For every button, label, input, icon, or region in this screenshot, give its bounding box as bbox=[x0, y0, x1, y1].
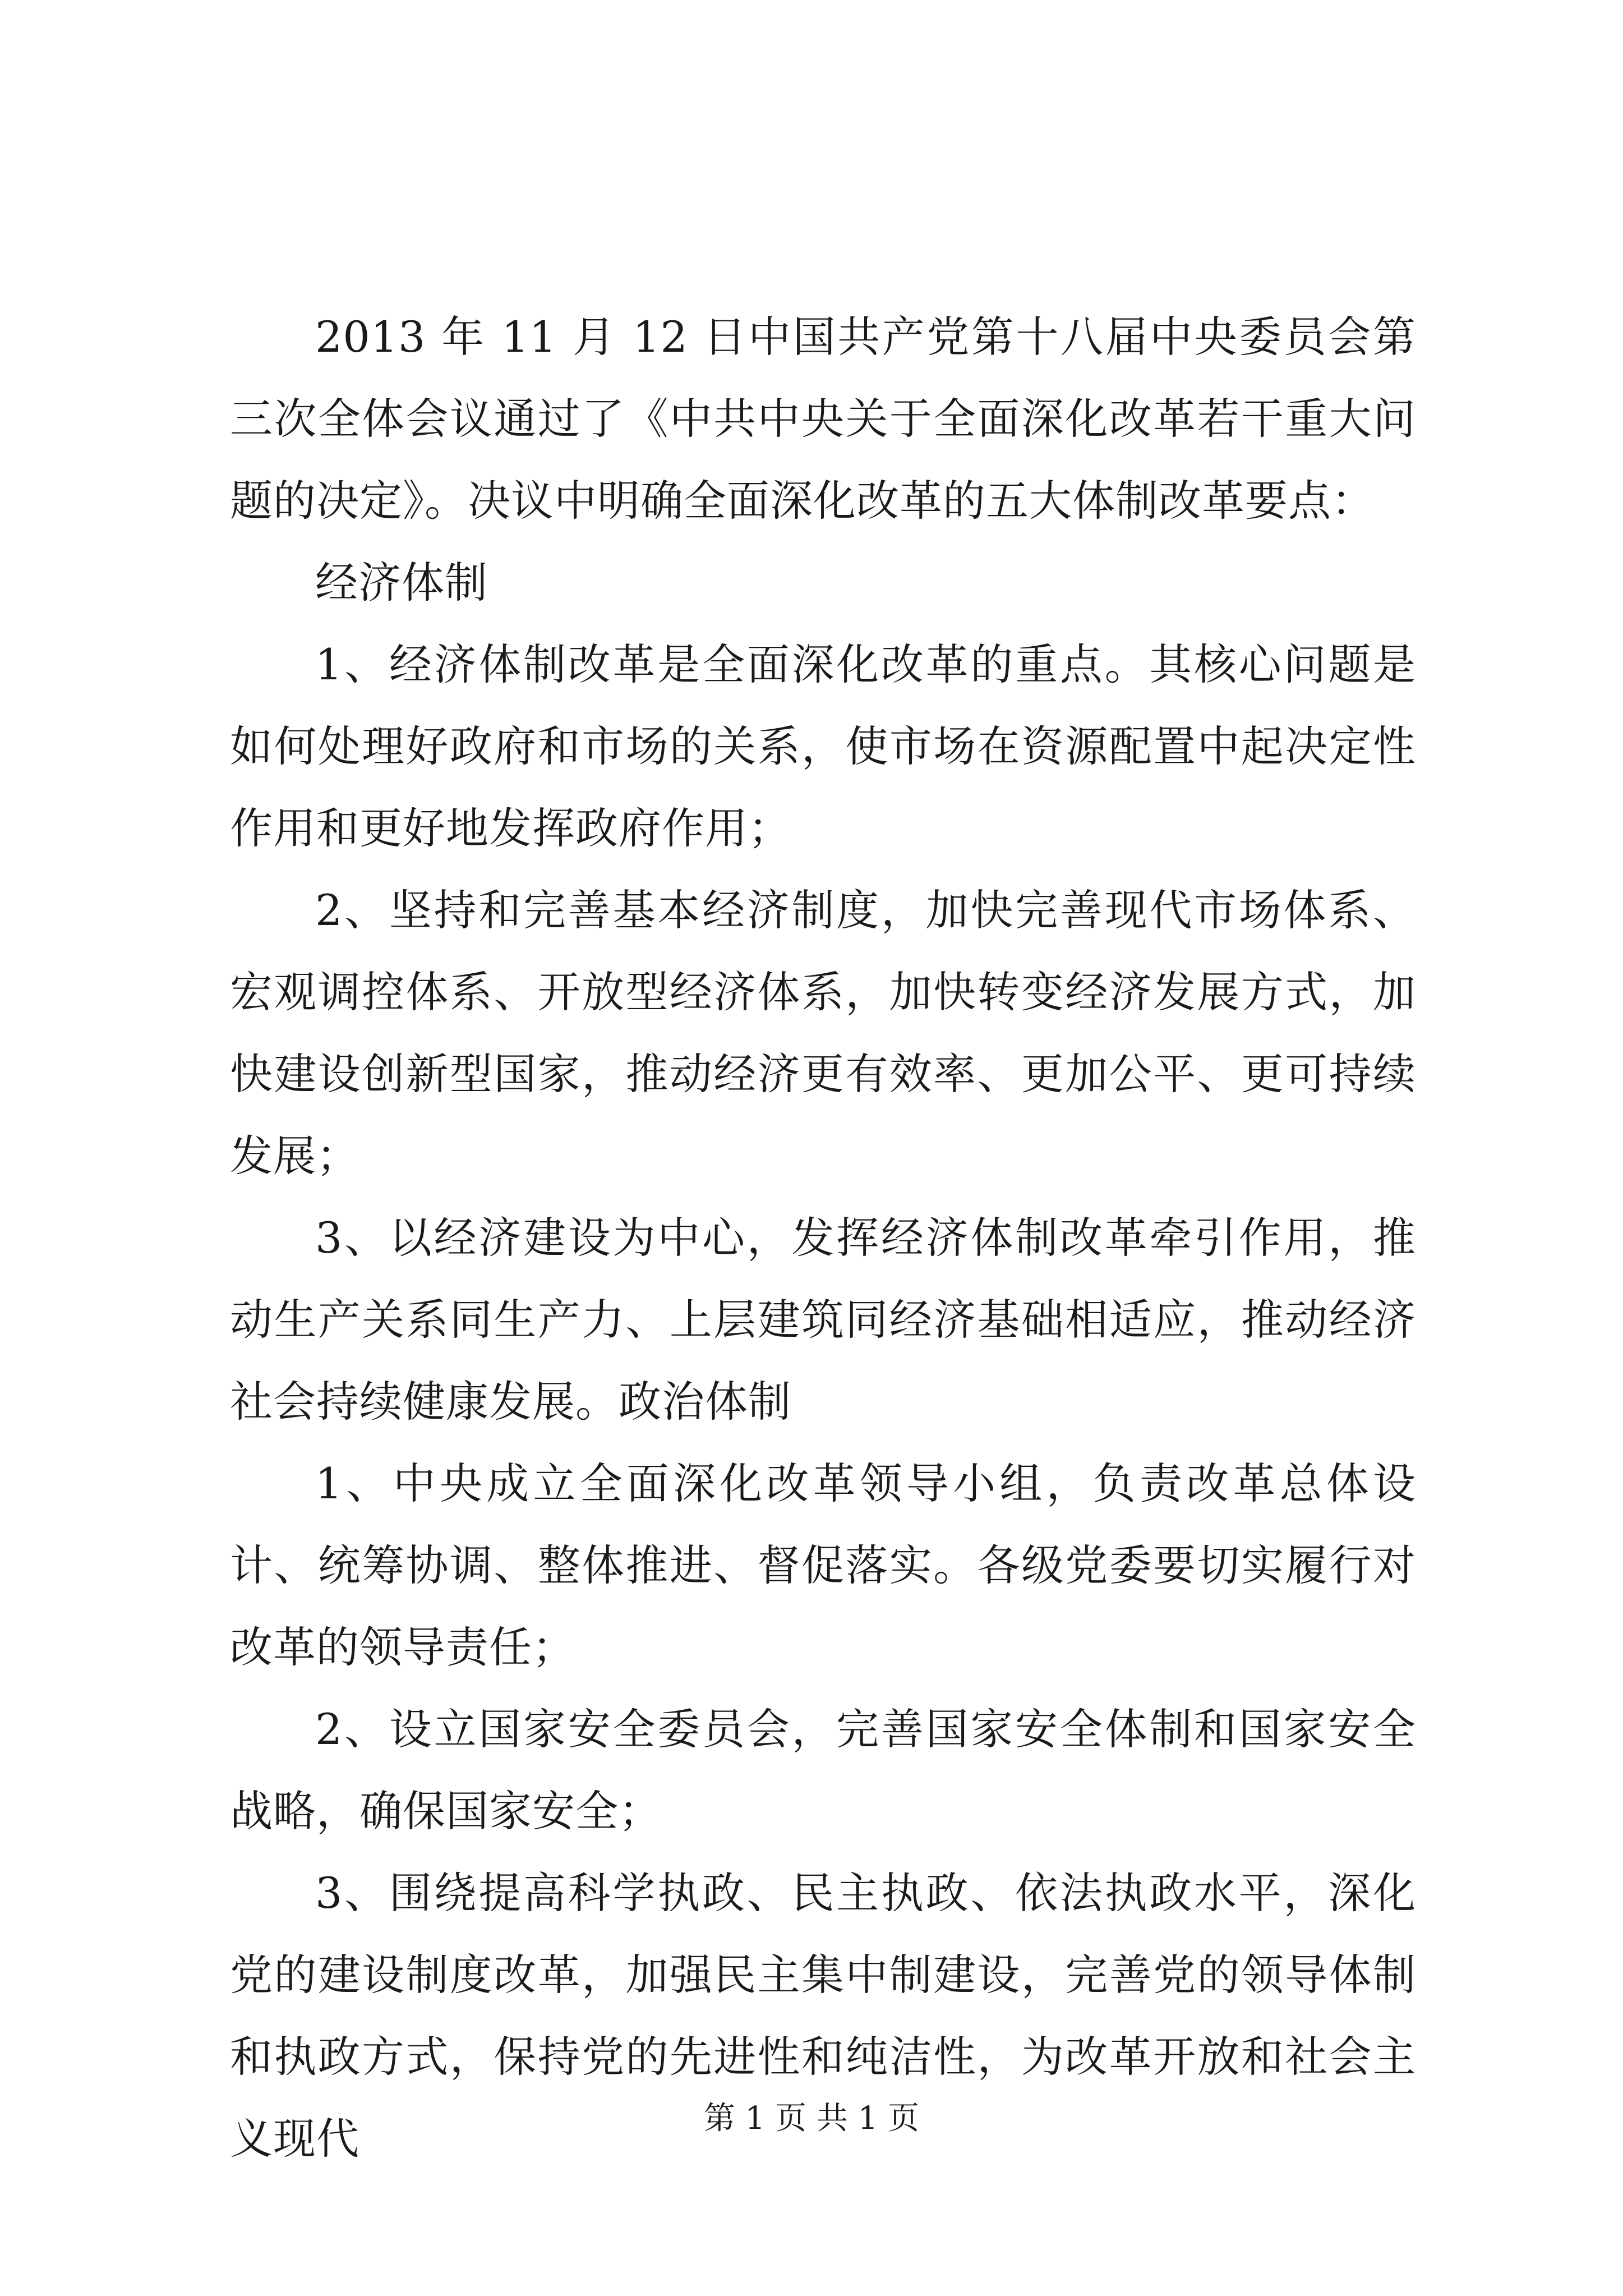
paragraph-political-1: 1、中央成立全面深化改革领导小组，负责改革总体设计、统筹协调、整体推进、督促落实。各级党委要切实履行对改革的领导责任； bbox=[230, 1458, 1416, 1672]
paragraph-political-3: 3、围绕提高科学执政、民主执政、依法执政水平，深化党的建设制度改革，加强民主集中制建设，完善党的领导体制和执政方式，保持党的先进性和纯洁性，为改革开放和社会主义现代 bbox=[230, 1868, 1416, 2164]
paragraph-economic-2: 2、坚持和完善基本经济制度，加快完善现代市场体系、宏观调控体系、开放型经济体系，加快转变经济发展方式，加快建设创新型国家，推动经济更有效率、更加公平、更可持续发展； bbox=[230, 885, 1416, 1181]
paragraph-economic-3: 3、以经济建设为中心，发挥经济体制改革牵引作用，推动生产关系同生产力、上层建筑同经济基础相适应，推动经济社会持续健康发展。政治体制 bbox=[230, 1213, 1416, 1427]
section-heading-economic: 经济体制 bbox=[315, 558, 488, 608]
document-body bbox=[230, 296, 1416, 2180]
page-footer: 第 1 页 共 1 页 bbox=[703, 2100, 920, 2137]
paragraph-economic-1: 1、经济体制改革是全面深化改革的重点。其核心问题是如何处理好政府和市场的关系，使市场在资源配置中起决定性作用和更好地发挥政府作用； bbox=[230, 639, 1416, 853]
paragraph-intro: 2013 年 11 月 12 日中国共产党第十八届中央委员会第三次全体会议通过了《中共中央关于全面深化改革若干重大问题的决定》。决议中明确全面深化改革的五大体制改革要点： bbox=[230, 312, 1416, 526]
paragraph-political-2: 2、设立国家安全委员会，完善国家安全体制和国家安全战略，确保国家安全； bbox=[230, 1704, 1416, 1836]
